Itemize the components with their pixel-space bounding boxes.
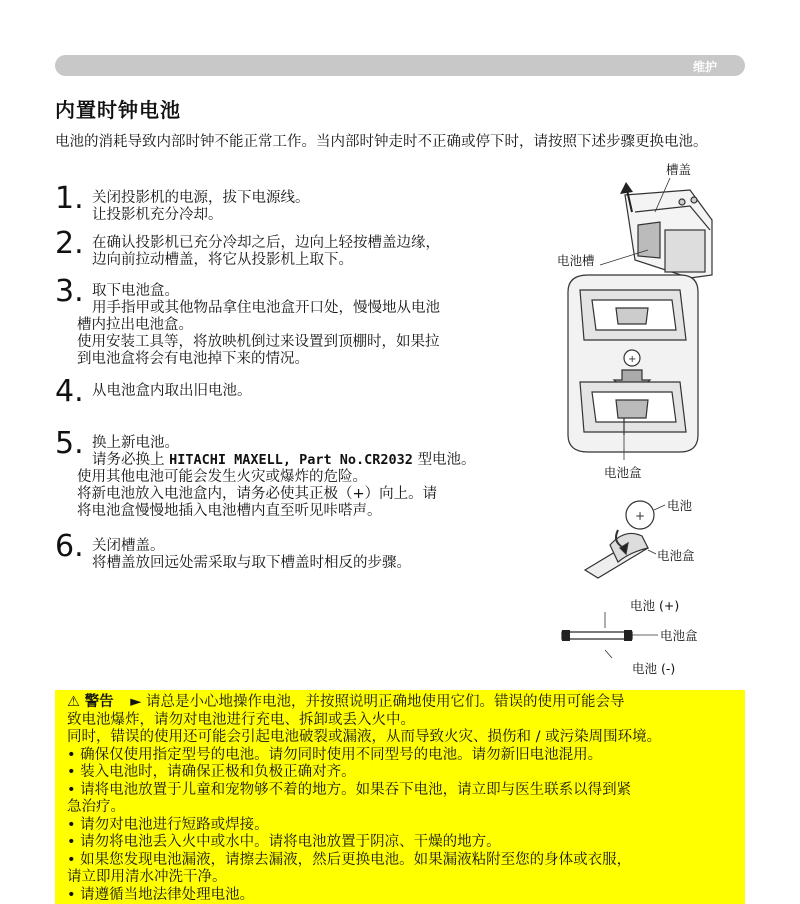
section-label: 维护 (692, 60, 717, 74)
battery-side-view-icon (562, 612, 658, 658)
step-2 (55, 226, 505, 269)
step-text: 关闭投影机的电源，拔下电源线。 (92, 190, 310, 206)
label-battery: 电池 (667, 498, 693, 513)
section-header-bar (55, 55, 745, 76)
warning-bullet: • 请将电池放置于儿童和宠物够不着的地方。如果吞下电池，请立即与医生联系以得到紧 (67, 781, 632, 798)
step-text-row (92, 452, 505, 469)
step-text: 型电池。 (417, 452, 476, 468)
label-battery-minus: 电池 (-) (632, 661, 676, 676)
step-6 (55, 529, 505, 572)
step-text: 边向前拉动槽盖，将它从投影机上取下。 (92, 252, 353, 268)
warning-box (55, 690, 745, 904)
label-battery-slot: 电池槽 (557, 253, 595, 268)
step-number: 4. (55, 374, 84, 409)
step-text: 关闭槽盖。 (92, 538, 165, 554)
label-battery-plus: 电池 (+) (630, 598, 680, 613)
magnified-panel (568, 275, 698, 452)
warning-bullet: • 装入电池时，请确保正极和负极正确对齐。 (67, 764, 356, 780)
warning-bullet: • 请勿将电池丢入火中或水中。请将电池放置于阴凉、干燥的地方。 (67, 834, 501, 850)
step-text: 将槽盖放回远处需采取与取下槽盖时相反的步骤。 (92, 555, 411, 571)
step-text: 使用安装工具等，将放映机倒过来设置到顶棚时，如果拉 (77, 334, 440, 350)
step-text: 请务必换上 (92, 452, 165, 468)
battery-model: HITACHI MAXELL, Part No.CR2032 (169, 452, 413, 468)
warning-bullet: • 如果您发现电池漏液，请擦去漏液，然后更换电池。如果漏液粘附至您的身体或衣服， (67, 851, 632, 868)
step-5 (55, 426, 505, 520)
step-text: 将电池盒慢慢地插入电池槽内直至听见咔嗒声。 (77, 503, 382, 519)
step-text: 取下电池盒。 (92, 283, 179, 299)
battery-leader (654, 505, 665, 510)
step-number: 3. (55, 274, 84, 309)
step-text: 让投影机充分冷却。 (92, 207, 223, 223)
warning-text: 急治疗。 (67, 799, 125, 815)
warning-icon: ⚠ (67, 694, 80, 710)
step-number: 5. (55, 426, 84, 461)
holder-leader-2 (648, 550, 656, 554)
warning-first-line (67, 694, 737, 712)
step-text: 将新电池放入电池盒内，请务必使其正极（+）向上。请 (77, 486, 438, 502)
step-text: 使用其他电池可能会发生火灾或爆炸的危险。 (77, 469, 367, 485)
intro-paragraph: 电池的消耗导致内部时钟不能正常工作。当内部时钟走时不正确或停下时，请按照下述步骤更换电池。 (55, 134, 708, 150)
label-slot-cover: 槽盖 (666, 162, 692, 177)
label-battery-holder: 电池盒 (604, 465, 642, 480)
warning-text: 请总是小心地操作电池，并按照说明正确地使用它们。错误的使用可能会导 (145, 694, 625, 710)
page-title: 内置时钟电池 (55, 98, 181, 122)
warning-title: 警告 (84, 694, 114, 710)
step-text: 换上新电池。 (92, 435, 179, 451)
step-3 (55, 274, 505, 368)
battery-icon (626, 501, 654, 529)
svg-text:+: + (635, 509, 646, 523)
warning-bullet: • 确保仅使用指定型号的电池。请勿同时使用不同型号的电池。请勿新旧电池混用。 (67, 746, 603, 763)
warning-bullet: • 请遵循当地法律处理电池。 (67, 886, 255, 903)
step-4 (55, 374, 505, 409)
step-text: 从电池盒内取出旧电池。 (92, 383, 252, 399)
warning-bullet: • 请勿对电池进行短路或焊接。 (67, 816, 269, 833)
arrow-icon: ► (130, 694, 142, 710)
battery-replacement-illustration (540, 150, 730, 690)
label-battery-holder: 电池盒 (657, 548, 695, 563)
battery-holder-icon (585, 530, 648, 578)
warning-text: 请立即用清水冲洗干净。 (67, 869, 227, 885)
step-text: 槽内拉出电池盒。 (77, 317, 193, 333)
step-text: 在确认投影机已充分冷却之后，边向上轻按槽盖边缘， (92, 235, 440, 251)
projector-icon (625, 190, 712, 278)
step-number: 6. (55, 529, 84, 564)
step-1 (55, 181, 505, 224)
step-text: 用手指甲或其他物品拿住电池盒开口处，慢慢地从电池 (92, 300, 440, 316)
warning-text: 同时，错误的使用还可能会引起电池破裂或漏液，从而导致火灾、损伤和 / 或污染周围环境。 (67, 729, 662, 745)
step-text: 到电池盒将会有电池掉下来的情况。 (77, 351, 309, 367)
label-battery-holder: 电池盒 (660, 628, 698, 643)
step-number: 1. (55, 181, 84, 216)
svg-text:+: + (628, 354, 637, 365)
step-number: 2. (55, 226, 84, 261)
warning-text: 致电池爆炸，请勿对电池进行充电、拆卸或丢入火中。 (67, 711, 415, 728)
